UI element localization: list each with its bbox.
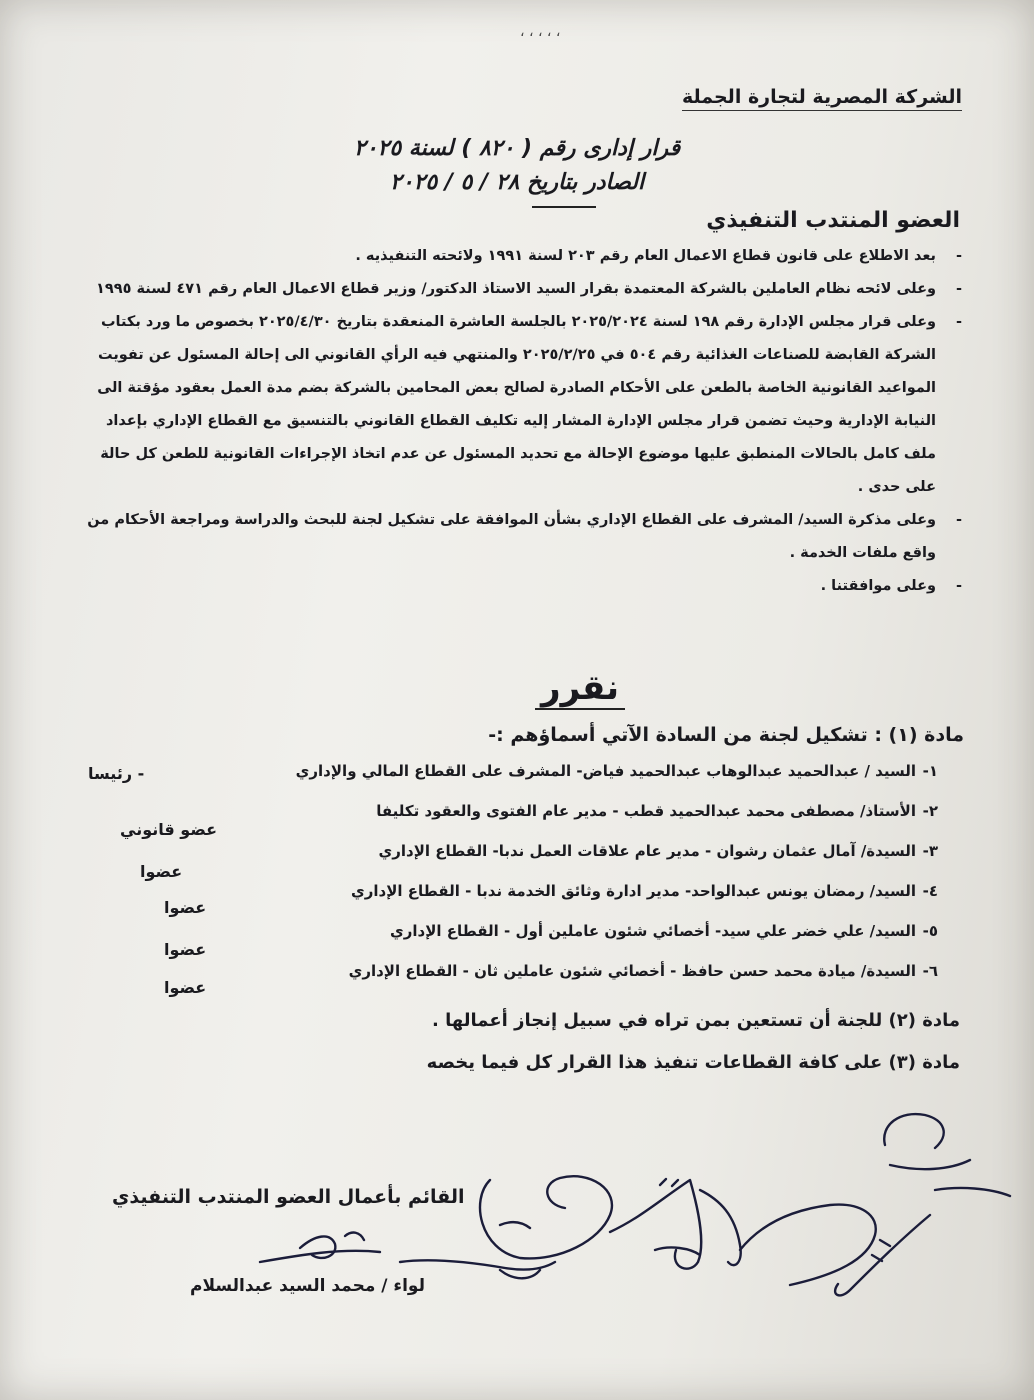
top-marks: ، ، ، ، ،	[520, 24, 561, 40]
signature-stroke	[935, 1188, 1010, 1196]
member-row	[98, 882, 938, 922]
member-role: - رئيسا	[88, 764, 145, 783]
member-number: ٣-	[922, 842, 938, 860]
signature-stroke	[500, 1222, 530, 1228]
signature-stroke	[610, 1180, 701, 1269]
preamble-item: - وعلى موافقتنا .	[820, 578, 962, 594]
member-number: ٤-	[922, 882, 938, 900]
signature-stroke	[345, 1233, 364, 1240]
company-name: الشركة المصرية لتجارة الجملة	[682, 86, 962, 111]
signature-stroke	[500, 1270, 540, 1278]
members-list	[88, 762, 938, 1002]
member-row	[98, 842, 938, 882]
member-description: السيد/ علي خضر علي سيد- أخصائي شئون عاملين أول - القطاع الإداري	[390, 922, 916, 940]
preamble-text: وعلى قرار مجلس الإدارة رقم ١٩٨ لسنة ٢٠٢٥/٢٠٢٤ بالجلسة العاشرة المنعقدة بتاريخ ٢٠٢٥/٤/٣٠ بخصوص ما ورد بكتاب الشركة القابضة للصناعات الغذائية رقم ٥٠٤ في ٢٠٢٥/٢/٢٥ والمنتهي فيه الرأي القانوني الى إحالة المسئول عن تفويت المواعيد القانونية الخاصة بالطعن على الأحكام الصادرة لصالح بعض المحامين بالشركة بضم مدة العمل بعقود مؤقتة الى النيابة الإدارية وحيث تضمن قرار مجلس الإدارة المشار إليه تكليف القطاع القانوني بالتنسيق مع القطاع الإداري بإعداد ملف كامل بالحالات المنطبق عليها موضوع الإحالة مع تحديد المسئول عن عدم اتخاذ الإجراءات القانونية للطعن كل حالة على حدى .	[97, 314, 936, 495]
article-2: مادة (٢) للجنة أن تستعين بمن تراه في سبيل إنجاز أعمالها .	[432, 1010, 960, 1031]
signature-stroke	[740, 1205, 876, 1285]
member-description: الأستاذ/ مصطفى محمد عبدالحميد قطب - مدير عام الفتوى والعقود تكليفا	[376, 802, 916, 820]
member-role: عضوا	[164, 978, 207, 997]
signature-stroke	[700, 1190, 741, 1265]
member-role: عضوا	[164, 940, 207, 959]
signature-stroke	[660, 1179, 678, 1186]
member-row	[98, 962, 938, 1002]
decision-number: قرار إدارى رقم ( ٨٢٠ ) لسنة ٢٠٢٥	[353, 136, 681, 161]
preamble-item: - وعلى مذكرة السيد/ المشرف على القطاع الإداري بشأن الموافقة على تشكيل لجنة للبحث والدراسة ومراجعة الأحكام من واقع ملفات الخدمة .	[87, 512, 962, 561]
member-description: السيد / عبدالحميد عبدالوهاب عبدالحميد فياض- المشرف على القطاع المالي والإداري	[295, 762, 916, 780]
signature-stroke	[480, 1176, 612, 1258]
signature-stroke	[260, 1251, 380, 1262]
article-3: مادة (٣) على كافة القطاعات تنفيذ هذا القرار كل فيما يخصه	[426, 1052, 960, 1073]
preamble-text: وعلى موافقتنا .	[820, 578, 936, 594]
preamble-item: - بعد الاطلاع على قانون قطاع الاعمال العام رقم ٢٠٣ لسنة ١٩٩١ ولائحته التنفيذيه .	[355, 248, 962, 264]
preamble	[82, 240, 962, 603]
decide-heading-text: نقرر	[535, 668, 625, 710]
member-description: السيدة/ ميادة محمد حسن حافظ - أخصائي شئون عاملين ثان - القطاع الإداري	[348, 962, 916, 980]
issuer-title: العضو المنتدب التنفيذي	[706, 208, 960, 233]
member-number: ٢-	[922, 802, 938, 820]
signature-stroke	[300, 1236, 335, 1258]
preamble-text: وعلى لائحه نظام العاملين بالشركة المعتمدة بقرار السيد الاستاذ الدكتور/ وزير قطاع الاعمال العام رقم ٤٧١ لسنة ١٩٩٥	[96, 281, 936, 297]
member-row	[98, 802, 938, 842]
member-role: عضو قانوني	[120, 820, 218, 839]
preamble-text: بعد الاطلاع على قانون قطاع الاعمال العام رقم ٢٠٣ لسنة ١٩٩١ ولائحته التنفيذيه .	[355, 248, 936, 264]
signer-name: لواء / محمد السيد عبدالسلام	[190, 1276, 425, 1296]
signer-title: القائم بأعمال العضو المنتدب التنفيذي	[112, 1186, 465, 1208]
preamble-item: - وعلى قرار مجلس الإدارة رقم ١٩٨ لسنة ٢٠٢٥/٢٠٢٤ بالجلسة العاشرة المنعقدة بتاريخ ٢٠٢٥/٤/٣٠ بخصوص ما ورد بكتاب الشركة القابضة للصناعات الغذائية رقم ٥٠٤ في ٢٠٢٥/٢/٢٥ والمنتهي فيه الرأي القانوني الى إحالة المسئول عن تفويت المواعيد القانونية الخاصة بالطعن على الأحكام الصادرة لصالح بعض المحامين بالشركة بضم مدة العمل بعقود مؤقتة الى النيابة الإدارية وحيث تضمن قرار مجلس الإدارة المشار إليه تكليف القطاع القانوني بالتنسيق مع القطاع الإداري بإعداد ملف كامل بالحالات المنطبق عليها موضوع الإحالة مع تحديد المسئول عن عدم اتخاذ الإجراءات القانونية للطعن كل حالة على حدى .	[97, 314, 962, 495]
signature-stroke	[835, 1215, 930, 1295]
member-number: ٦-	[922, 962, 938, 980]
signature-stroke	[655, 1248, 700, 1255]
signature-stroke	[884, 1114, 943, 1148]
member-description: السيد/ رمضان يونس عبدالواحد- مدير ادارة وثائق الخدمة ندبا - القطاع الإداري	[351, 882, 916, 900]
member-role: عضوا	[140, 862, 183, 881]
signature-stroke	[872, 1240, 890, 1261]
member-row	[88, 762, 938, 802]
signature-stroke	[400, 1260, 555, 1269]
preamble-text: وعلى مذكرة السيد/ المشرف على القطاع الإداري بشأن الموافقة على تشكيل لجنة للبحث والدراسة ومراجعة الأحكام من واقع ملفات الخدمة .	[87, 512, 936, 561]
decision-date: الصادر بتاريخ ٢٨ / ٥ / ٢٠٢٥	[389, 170, 645, 195]
preamble-item: - وعلى لائحه نظام العاملين بالشركة المعتمدة بقرار السيد الاستاذ الدكتور/ وزير قطاع الاعمال العام رقم ٤٧١ لسنة ١٩٩٥	[96, 281, 962, 297]
signature-stroke	[890, 1160, 970, 1169]
member-number: ٥-	[922, 922, 938, 940]
decide-heading	[0, 668, 1034, 708]
member-row	[98, 922, 938, 962]
article-1: مادة (١) : تشكيل لجنة من السادة الآتي أسماؤهم :-	[488, 724, 964, 746]
member-number: ١-	[922, 762, 938, 780]
divider	[532, 206, 596, 208]
member-description: السيدة/ آمال عثمان رشوان - مدير عام علاقات العمل ندبا- القطاع الإداري	[378, 842, 916, 860]
member-role: عضوا	[164, 898, 207, 917]
